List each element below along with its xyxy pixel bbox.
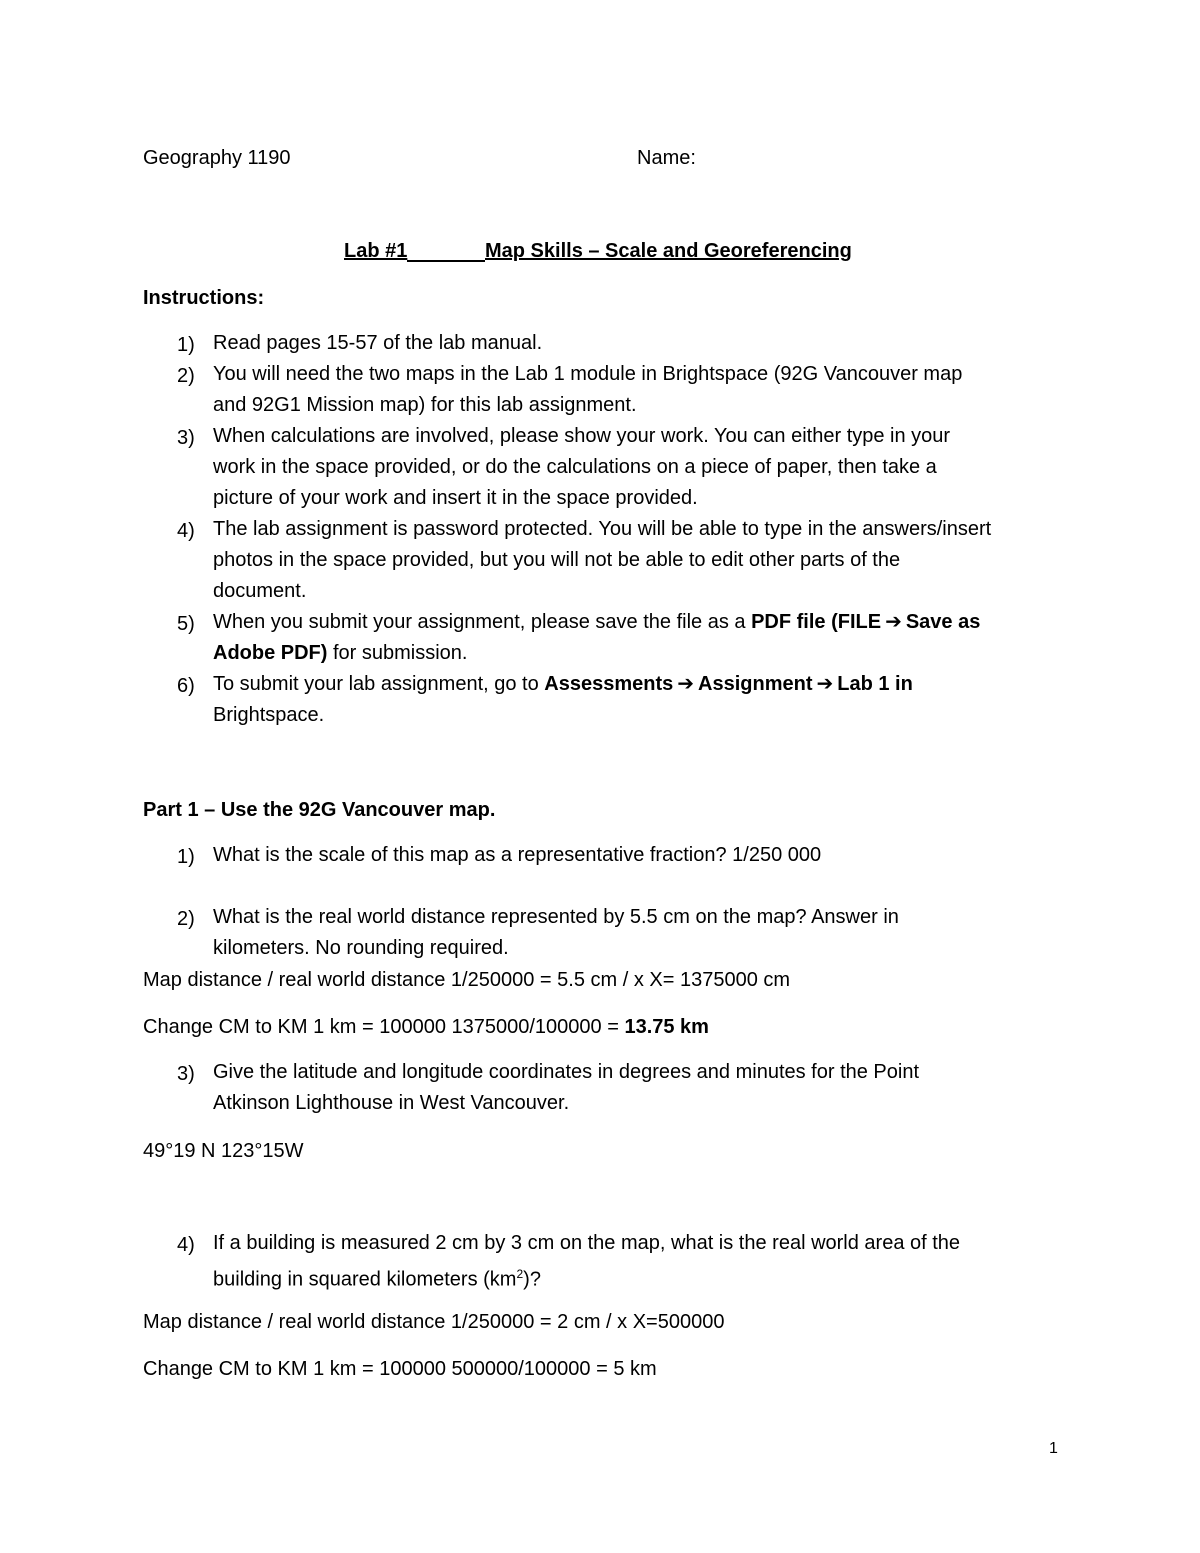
instruction-text: Brightspace. [213, 704, 325, 726]
answer-work-line: Map distance / real world distance 1/250000 = 2 cm / x X=500000 [143, 1311, 725, 1333]
question-line: Give the latitude and longitude coordinates in degrees and minutes for the Point [213, 1061, 920, 1083]
question-number: 4) [177, 1234, 195, 1256]
instruction-line: The lab assignment is password protected. You will be able to type in the answers/insert [213, 518, 992, 540]
instruction-bold-text: Lab 1 in [837, 673, 913, 695]
question-text: )? [523, 1268, 541, 1291]
instruction-item-4 [213, 514, 991, 607]
instruction-bold-text: Save as [905, 611, 981, 633]
instruction-text: To submit your lab assignment, go to [213, 673, 545, 695]
instruction-line [213, 669, 913, 700]
answer-work-line: Map distance / real world distance 1/250000 = 5.5 cm / x X= 1375000 cm [143, 969, 791, 991]
question-2 [213, 902, 899, 964]
part1-heading: Part 1 – Use the 92G Vancouver map. [143, 799, 496, 821]
instruction-bold-text: PDF file (FILE [751, 611, 882, 633]
answer-work-line: Change CM to KM 1 km = 100000 500000/100000 = 5 km [143, 1358, 657, 1380]
question-1: What is the scale of this map as a representative fraction? 1/250 000 [213, 844, 822, 866]
question-number: 2) [177, 908, 195, 930]
instruction-item-2 [213, 359, 962, 421]
instruction-item-6 [213, 669, 913, 731]
instruction-line: work in the space provided, or do the calculations on a piece of paper, then take a [213, 456, 937, 478]
name-label: Name: [637, 147, 696, 169]
answer-result: 13.75 km [624, 1016, 709, 1038]
instruction-line [213, 638, 980, 669]
course-title: Geography 1190 [143, 147, 291, 169]
instruction-line: photos in the space provided, but you will not be able to edit other parts of the [213, 549, 901, 571]
instruction-bold-text: Assessments [544, 673, 674, 695]
instruction-item-1 [213, 328, 542, 359]
instruction-line: and 92G1 Mission map) for this lab assignment. [213, 394, 637, 416]
lab-number: Lab #1 [344, 240, 408, 262]
answer-text: Change CM to KM 1 km = 100000 1375000/100000 = [143, 1016, 625, 1038]
question-line: kilometers. No rounding required. [213, 937, 509, 959]
instruction-number: 1) [177, 334, 195, 356]
coordinates-answer: 49°19 N 123°15W [143, 1140, 304, 1162]
title-underline-gap [407, 239, 485, 262]
question-line: Atkinson Lighthouse in West Vancouver. [213, 1092, 570, 1114]
instruction-item-3 [213, 421, 950, 514]
instruction-bold-text: Assignment [698, 673, 813, 695]
instruction-number: 6) [177, 675, 195, 697]
instruction-item-5 [213, 607, 980, 669]
instruction-number: 2) [177, 365, 195, 387]
question-line [213, 1259, 960, 1296]
question-line: If a building is measured 2 cm by 3 cm on the map, what is the real world area of the [213, 1232, 961, 1254]
instruction-line: picture of your work and insert it in the space provided. [213, 487, 698, 509]
right-arrow-icon: ➔ [885, 611, 902, 633]
superscript: 2 [516, 1267, 524, 1281]
answer-work-line [143, 1015, 709, 1039]
question-line: What is the real world distance represented by 5.5 cm on the map? Answer in [213, 906, 899, 928]
instruction-line [213, 700, 913, 731]
instruction-text: for submission. [327, 642, 468, 664]
instruction-line [213, 607, 980, 638]
instructions-heading: Instructions: [143, 287, 265, 309]
instruction-number: 4) [177, 520, 195, 542]
lab-topic: Map Skills – Scale and Georeferencing [485, 240, 852, 262]
instruction-line: You will need the two maps in the Lab 1 module in Brightspace (92G Vancouver map [213, 363, 963, 385]
right-arrow-icon: ➔ [816, 673, 834, 695]
question-number: 3) [177, 1063, 195, 1085]
instruction-line: document. [213, 580, 307, 602]
question-3 [213, 1057, 919, 1119]
instruction-bold-text: Adobe PDF) [213, 642, 328, 664]
question-number: 1) [177, 846, 195, 868]
instruction-line: Read pages 15-57 of the lab manual. [213, 332, 543, 354]
question-text: building in squared kilometers (km [213, 1268, 517, 1291]
question-4 [213, 1228, 960, 1296]
instruction-text: When you submit your assignment, please save the file as a [213, 611, 752, 633]
instruction-number: 5) [177, 613, 195, 635]
instruction-line: When calculations are involved, please show your work. You can either type in your [213, 425, 951, 447]
page-number: 1 [1049, 1440, 1058, 1457]
right-arrow-icon: ➔ [677, 673, 695, 695]
instruction-number: 3) [177, 427, 195, 449]
